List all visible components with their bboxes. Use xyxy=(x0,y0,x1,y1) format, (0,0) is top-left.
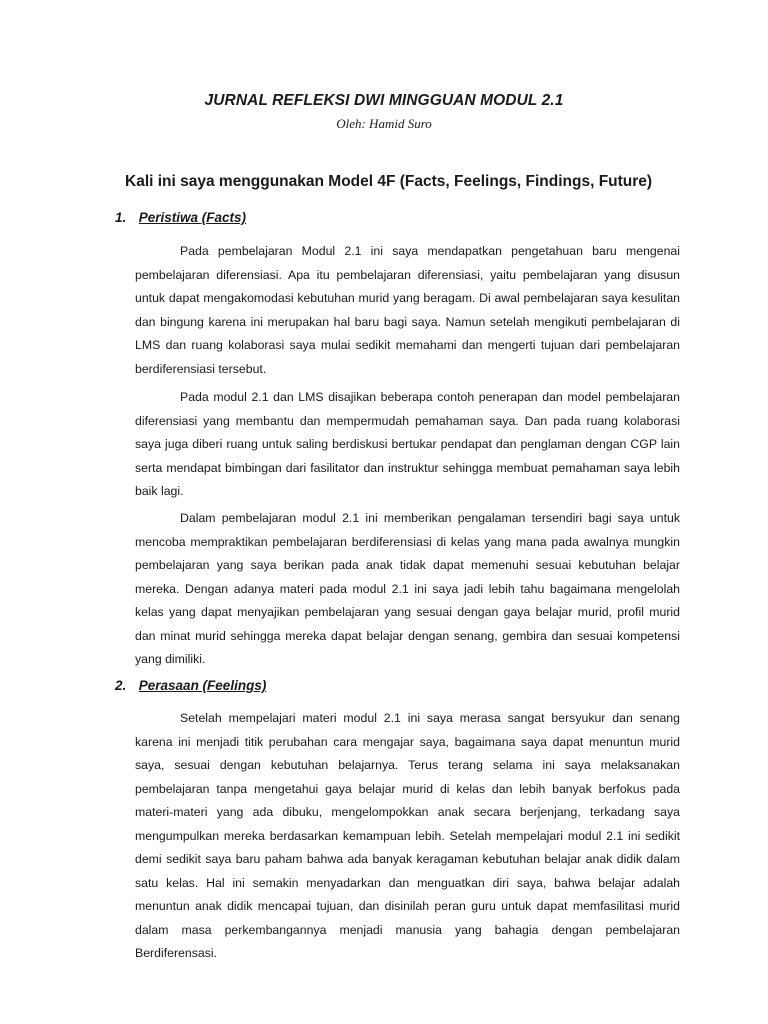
document-title: JURNAL REFLEKSI DWI MINGGUAN MODUL 2.1 xyxy=(204,92,564,109)
paragraph-facts-3: Dalam pembelajaran modul 2.1 ini memberikan pengalaman tersendiri bagi saya untuk mencoba mempraktikan pembelajaran berdiferensiasi di kelas yang mana pada awalnya mungkin pembelajaran yang saya berikan pada anak tidak dapat memenuhi sesuai kebutuhan belajar mereka. Dengan adanya materi pada modul 2.1 ini saya jadi lebih tahu bagaimana mengelolah kelas yang dapat menyajikan pembelajaran yang sesuai dengan gaya belajar murid, profil murid dan minat murid sehingga mereka dapat belajar dengan senang, gembira dan sesuai kompetensi yang dimiliki. xyxy=(135,511,680,666)
section-heading-facts xyxy=(115,210,246,225)
paragraph-facts-1: Pada pembelajaran Modul 2.1 ini saya mendapatkan pengetahuan baru mengenai pembelajaran diferensiasi. Apa itu pembelajaran diferensiasi, yaitu pembelajaran yang disusun untuk dapat mengakomodasi kebutuhan murid yang beragam. Di awal pembelajaran saya kesulitan dan bingung karena ini merupakan hal baru bagi saya. Namun setelah mengikuti pembelajaran di LMS dan ruang kolaborasi saya mulai sedikit memahami dan mengerti tujuan dari pembelajaran berdiferensiasi tersebut. xyxy=(135,244,680,376)
paragraph-feelings-1: Setelah mempelajari materi modul 2.1 ini saya merasa sangat bersyukur dan senang karena ini menjadi titik perubahan cara mengajar saya, bagaimana saya dapat menuntun murid saya, sesuai dengan kebutuhan belajarnya. Terus terang selama ini saya melaksanakan pembelajaran tanpa mengetahui gaya belajar murid di kelas dan lebih banyak berfokus pada materi-materi yang ada dibuku, mengelompokkan anak secara berjenjang, terkadang saya mengumpulkan mereka berdasarkan kemampuan lebih. Setelah mempelajari modul 2.1 ini sedikit demi sedikit saya baru paham bahwa ada banyak keragaman kebutuhan belajar anak didik dalam satu kelas. Hal ini semakin menyadarkan dan menguatkan diri saya, bahwa belajar adalah menuntun anak didik mencapai tujuan, dan disinilah peran guru untuk dapat memfasilitasi murid dalam masa perkembangannya menjadi manusia yang bahagia dengan pembelajaran Berdiferensasi. xyxy=(135,711,680,960)
intro-statement: Kali ini saya menggunakan Model 4F (Facts, Feelings, Findings, Future) xyxy=(125,173,653,190)
document-author: Oleh: Hamid Suro xyxy=(336,116,432,131)
section-number: 2. xyxy=(115,678,127,693)
section-heading-feelings xyxy=(115,678,266,693)
section-title: Peristiwa (Facts) xyxy=(138,210,247,225)
section-number: 1. xyxy=(115,210,127,225)
section-title: Perasaan (Feelings) xyxy=(138,678,267,693)
paragraph-facts-2: Pada modul 2.1 dan LMS disajikan beberapa contoh penerapan dan model pembelajaran diferensiasi yang membantu dan mempermudah pemahaman saya. Dan pada ruang kolaborasi saya juga diberi ruang untuk saling berdiskusi bertukar pendapat dan penglaman dengan CGP lain serta mendapat bimbingan dari fasilitator dan instruktur sehingga membuat pemahaman saya lebih baik lagi. xyxy=(135,390,680,498)
